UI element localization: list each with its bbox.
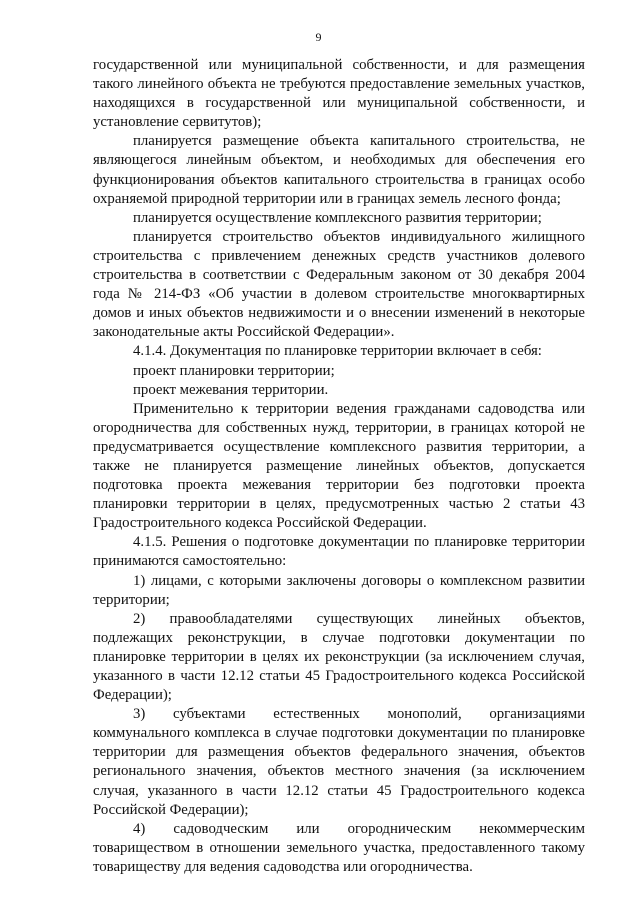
paragraph-section-4-1-5: 4.1.5. Решения о подготовке документации по планировке территории принимаются самостоятельно:	[93, 534, 585, 570]
list-item-surveying-project: проект межевания территории.	[133, 381, 329, 398]
list-item-planning-project: проект планировки территории;	[133, 362, 335, 379]
list-item-2: 2) правообладателями существующих линейных объектов, подлежащих реконструкции, в случае подготовки документации по планировке территории в целях их реконструкции (за исключением случая, указанного в части 12.12 статьи 45 Градостроительного кодекса Российской Федерации);	[93, 610, 585, 704]
paragraph-continuation: государственной или муниципальной собственности, и для размещения такого линейного объекта не требуются предоставление земельных участков, находящихся в государственной или муниципальной собственности, и установление сервитутов);	[93, 57, 585, 131]
paragraph-protected-territory: планируется размещение объекта капитального строительства, не являющегося линейным объектом, и необходимых для обеспечения его функционирования объектов капитального строительства в границах особо охраняемой природной территории или в границах земель лесного фонда;	[93, 133, 585, 207]
list-item-1: 1) лицами, с которыми заключены договоры о комплексном развитии территории;	[93, 572, 585, 608]
list-item-4: 4) садоводческим или огородническим некоммерческим товариществом в отношении земельного участка, предоставленного такому товариществу для ведения садоводства или огородничества.	[93, 820, 585, 875]
document-body	[93, 56, 585, 877]
paragraph-complex-development: планируется осуществление комплексного развития территории;	[133, 209, 542, 226]
paragraph-section-4-1-4: 4.1.4. Документация по планировке территории включает в себя:	[133, 343, 542, 360]
list-item-3: 3) субъектами естественных монополий, организациями коммунального комплекса в случае подготовки документации по планировке территории для размещения объектов федерального значения, объектов регионального значения, объектов местного значения (за исключением случая, указанного в части 12.12 статьи 45 Градостроительного кодекса Российской Федерации);	[93, 706, 585, 818]
paragraph-gardening-territory: Применительно к территории ведения гражданами садоводства или огородничества для собственных нужд, территории, в границах которой не предусматривается осуществление комплексного развития территории, а также не планируется размещение линейных объектов, допускается подготовка проекта межевания территории без подготовки проекта планировки территории в целях, предусмотренных частью 2 статьи 43 Градостроительного кодекса Российской Федерации.	[93, 400, 585, 532]
paragraph-individual-housing: планируется строительство объектов индивидуального жилищного строительства с привлечением денежных средств участников долевого строительства в соответствии с Федеральным законом от 30 декабря 2004 года № 214-ФЗ «Об участии в долевом строительстве многоквартирных домов и иных объектов недвижимости и о внесении изменений в некоторые законодательные акты Российской Федерации».	[93, 228, 585, 341]
page-number: 9	[315, 30, 322, 44]
